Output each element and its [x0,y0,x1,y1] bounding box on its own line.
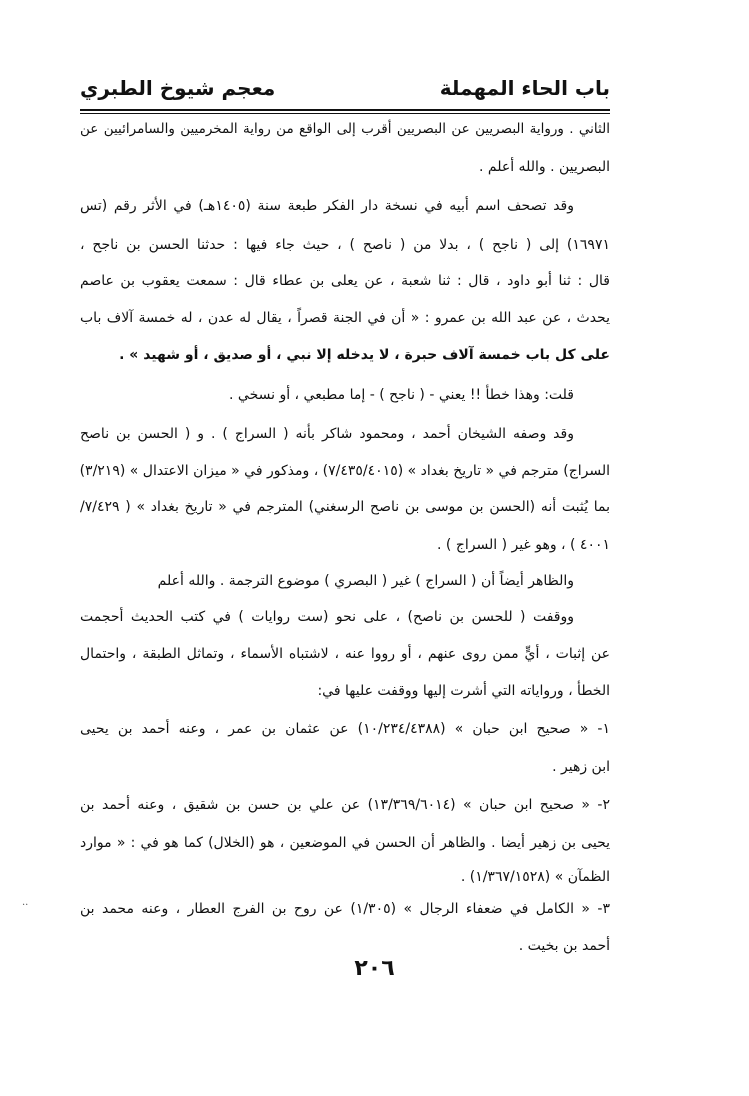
list-item: ٢- « صحيح ابن حبان » (١٣/٣٦٩/٦٠١٤) عن علي بن حسن بن شقيق ، وعنه أحمد بن [80,797,610,813]
list-item: ٣- « الكامل في ضعفاء الرجال » (١/٣٠٥) عن روح بن الفرج العطار ، وعنه محمد بن [80,901,610,917]
chapter-title: باب الحاء المهملة [439,76,610,100]
text-line: ١٦٩٧١) إلى ( ناجح ) ، بدلا من ( ناصح ) ، حيث جاء فيها : حدثنا الحسن بن ناجح ، [80,237,610,253]
page-number: ٢٠٦ [354,956,395,981]
margin-mark: .. [22,897,29,908]
text-line: وقد تصحف اسم أبيه في نسخة دار الفكر طبعة سنة (١٤٠٥هـ) في الأثر رقم (تس [80,198,574,214]
text-line: قال : ثنا أبو داود ، قال : ثنا شعبة ، عن يعلى بن عطاء قال : سمعت يعقوب بن عاصم [80,273,610,289]
text-line: وقد وصفه الشيخان أحمد ، ومحمود شاكر بأنه ( السراج ) . و ( الحسن بن ناصح [80,426,574,442]
text-line: ٤٠٠١ ) ، وهو غير ( السراج ) . [437,537,610,553]
running-header [80,68,610,108]
text-line: والظاهر أيضاً أن ( السراج ) غير ( البصري ) موضوع الترجمة . والله أعلم [157,573,574,589]
text-line: يحدث ، عن عبد الله بن عمرو : « أن في الجنة قصراً ، يقال له عدن ، له خمسة آلاف باب [80,310,610,326]
text-line: عن إثبات ، أيٍّ ممن روى عنهم ، أو رووا عنه ، لاشتباه الأسماء ، وتماثل الطبقة ، واحتمال [80,646,610,662]
text-line: الثاني . ورواية البصريين عن البصريين أقرب إلى الواقع من رواية المخرميين والسامرائيين عن [80,121,610,137]
list-item-continuation: ابن زهير . [552,759,610,775]
list-item-continuation: الظمآن » (١/٣٦٧/١٥٢٨) . [460,869,610,885]
header-rule-thin [80,113,610,114]
text-line: على كل باب خمسة آلاف حبرة ، لا يدخله إلا نبي ، أو صديق ، أو شهيد » . [119,347,610,363]
list-item: ١- « صحيح ابن حبان » (١٠/٢٣٤/٤٣٨٨) عن عثمان بن عمر ، وعنه أحمد بن يحيى [80,721,610,737]
text-line: الخطأ ، ورواياته التي أشرت إليها ووقفت عليها في: [317,683,610,699]
list-item-continuation: أحمد بن بخيت . [518,938,610,954]
text-line: البصريين . والله أعلم . [479,159,610,175]
text-line: ووقفت ( للحسن بن ناصح) ، على نحو (ست روايات ) في كتب الحديث أحجمت [80,609,574,625]
text-line: السراج) مترجم في « تاريخ بغداد » (٧/٤٣٥/٤٠١٥) ، ومذكور في « ميزان الاعتدال » (٣/٢١٩) [80,463,610,479]
book-title: معجم شيوخ الطبري [80,76,276,100]
text-line: قلت: وهذا خطأ !! يعني - ( ناجح ) - إما مطبعي ، أو نسخي . [229,387,574,403]
text-line: بما يُثبت أنه (الحسن بن موسى بن ناصح الرسغني) المترجم في « تاريخ بغداد » ( ٧/٤٢٩/ [80,499,610,515]
list-item-continuation: يحيى بن زهير أيضا . والظاهر أن الحسن في الموضعين ، هو (الخلال) كما هو في : « موارد [80,835,610,851]
header-rule [80,109,610,111]
